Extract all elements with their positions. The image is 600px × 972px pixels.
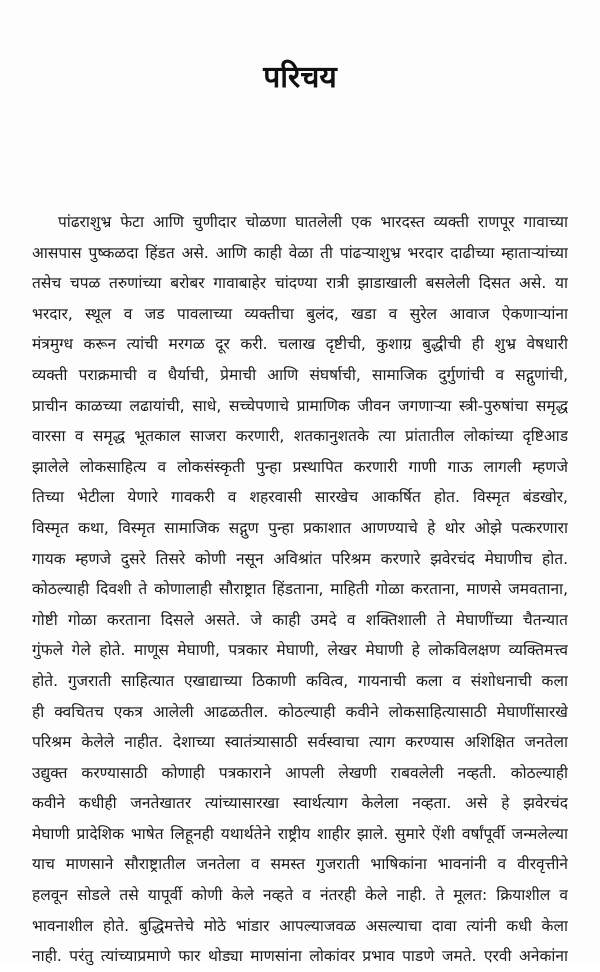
text-line: उद्युक्त करण्यासाठी कोणाही पत्रकाराने आपली लेखणी राबवलेली नव्हती. कोठल्याही xyxy=(32,763,568,782)
text-line: होते. गुजराती साहित्यात एखाद्याच्या ठिकाणी कवित्व, गायनाची कला व संशोधनाची कला xyxy=(32,671,568,690)
text-line: व्यक्ती पराक्रमाची व धैर्याची, प्रेमाची आणि संघर्षाची, सामाजिक दुर्गुणांची व सद्गुणांची, xyxy=(32,365,568,384)
text-line: तिच्या भेटीला येणारे गावकरी व शहरवासी सारखेच आकर्षित होत. विस्मृत बंडखोर, xyxy=(32,488,568,507)
text-line: परिश्रम केलेले नाहीत. देशाच्या स्वातंत्र्यासाठी सर्वस्वाचा त्याग करण्यास अशिक्षित जनतेला xyxy=(32,733,568,752)
text-line: याच माणसाने सौराष्ट्रातील जनतेला व समस्त गुजराती भाषिकांना भावनांनी व वीरवृत्तीने xyxy=(32,855,568,874)
text-line: गोष्टी गोळा करताना दिसले असते. जे काही उमदे व शक्तिशाली ते मेघाणींच्या चैतन्यात xyxy=(32,610,568,629)
text-line: भरदार, स्थूल व जड पावलाच्या व्यक्तीचा बुलंद, खडा व सुरेल आवाज ऐकणाऱ्यांना xyxy=(32,304,568,323)
text-line: गायक म्हणजे दुसरे तिसरे कोणी नसून अविश्रांत परिश्रम करणारे झवेरचंद मेघाणीच होत. xyxy=(32,549,568,568)
text-line: प्राचीन काळच्या लढायांची, साधे, सच्चेपणाचे प्रामाणिक जीवन जगणाऱ्या स्त्री-पुरुषांचा समृद्ध xyxy=(32,396,568,415)
text-line: गुंफले गेले होते. माणूस मेघाणी, पत्रकार मेघाणी, लेखर मेघाणी हे लोकविलक्षण व्यक्तिमत्त्व xyxy=(32,641,568,660)
text-line: वारसा व समृद्ध भूतकाल साजरा करणारी, शतकानुशतके त्या प्रांतातील लोकांच्या दृष्टिआड xyxy=(32,427,568,446)
text-line: मेघाणी प्रादेशिक भाषेत लिहूनही यथार्थतेने राष्ट्रीय शाहीर झाले. सुमारे ऐंशी वर्षांपूर्वी जन्मलेल्या xyxy=(32,824,568,843)
text-line: मंत्रमुग्ध करून त्यांची मरगळ दूर करी. चलाख दृष्टीची, कुशाग्र बुद्धीची ही शुभ्र वेषधारी xyxy=(32,335,568,354)
page-title: परिचय xyxy=(263,60,337,95)
text-line: भावनाशील होते. बुद्धिमत्तेचे मोठे भांडार आपल्याजवळ असल्याचा दावा त्यांनी कधी केला xyxy=(32,916,568,935)
text-line: कवीने कधीही जनतेखातर त्यांच्यासारखा स्वार्थत्याग केलेला नव्हता. असे हे झवेरचंद xyxy=(32,794,568,813)
text-line: हलवून सोडले तसे यापूर्वी कोणी केले नव्हते व नंतरही केले नाही. ते मूलत: क्रियाशील व xyxy=(32,886,568,905)
text-line: आसपास पुष्कळदा हिंडत असे. आणि काही वेळा ती पांढऱ्याशुभ्र भरदार दाढीच्या म्हाताऱ्यांच्या xyxy=(32,243,568,262)
text-line: ही क्वचितच एकत्र आलेली आढळतील. कोठल्याही कवीने लोकसाहित्यासाठी मेघाणींसारखे xyxy=(32,702,568,721)
text-line: कोठल्याही दिवशी ते कोणालाही सौराष्ट्रात हिंडताना, माहिती गोळा करताना, माणसे जमवताना, xyxy=(32,580,568,599)
body-paragraph xyxy=(32,207,568,972)
text-line: नाही. परंतु त्यांच्याप्रमाणे फार थोड्या माणसांना लोकांवर प्रभाव पाडणे जमते. एरवी अनेकांना xyxy=(32,947,568,966)
text-line: तसेच चपळ तरुणांच्या बरोबर गावाबाहेर चांदण्या रात्री झाडाखाली बसलेली दिसत असे. या xyxy=(32,274,568,293)
text-line: पांढराशुभ्र फेटा आणि चुणीदार चोळणा घातलेली एक भारदस्त व्यक्ती राणपूर गावाच्या xyxy=(58,213,568,231)
text-line: विस्मृत कथा, विस्मृत सामाजिक सद्गुण पुन्हा प्रकाशात आणण्याचे हे थोर ओझे पत्करणारा xyxy=(32,518,568,537)
text-line: झालेले लोकसाहित्य व लोकसंस्कृती पुन्हा प्रस्थापित करणारी गाणी गाऊ लागली म्हणजे xyxy=(32,457,568,476)
